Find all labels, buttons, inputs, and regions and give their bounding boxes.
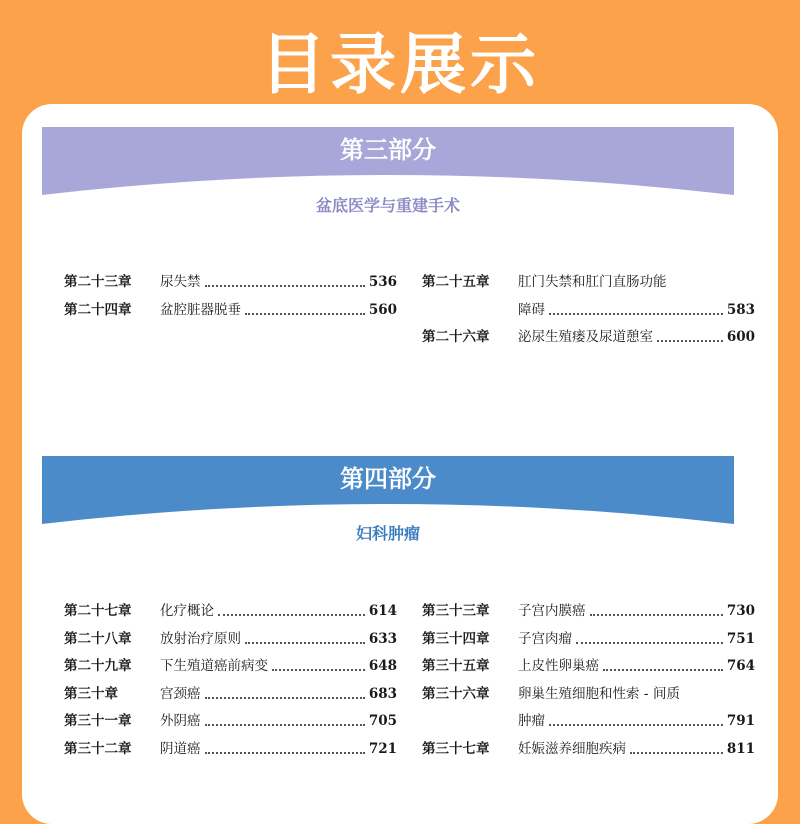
chapter-number: 第二十五章 (422, 274, 490, 290)
leader-dots (603, 667, 723, 671)
toc-entry[interactable] (422, 656, 755, 676)
chapter-number: 第二十九章 (64, 658, 132, 674)
page-number: 600 (726, 329, 755, 345)
chapter-title: 宫颈癌 (160, 685, 201, 702)
page-number: 560 (368, 301, 397, 318)
page-number: 614 (368, 603, 397, 619)
page-number: 683 (368, 685, 397, 702)
toc-entry[interactable] (64, 739, 397, 759)
leader-dots (272, 667, 365, 671)
chapter-number: 第二十八章 (64, 630, 132, 647)
page-number: 751 (726, 630, 755, 647)
page-title: 目录展示 (260, 26, 540, 103)
leader-dots (245, 640, 365, 644)
chapter-number: 第三十六章 (422, 685, 490, 702)
toc-entry[interactable] (64, 272, 397, 292)
toc-entry[interactable] (422, 272, 755, 320)
toc-entry[interactable] (64, 656, 397, 676)
leader-dots (576, 640, 723, 644)
chapter-title: 尿失禁 (160, 274, 201, 290)
chapter-number: 第二十三章 (64, 274, 132, 290)
chapter-title: 肛门失禁和肛门直肠功能 (518, 274, 667, 290)
leader-dots (205, 750, 365, 754)
page-number: 583 (726, 301, 755, 318)
toc-entry[interactable] (64, 300, 397, 320)
toc-entry[interactable] (422, 739, 755, 759)
chapter-title: 卵巢生殖细胞和性索 - 间质 (518, 685, 680, 702)
chapter-number: 第三十二章 (64, 740, 132, 757)
page-number: 633 (368, 630, 397, 647)
chapter-title: 阴道癌 (160, 740, 201, 757)
leader-dots (549, 722, 723, 726)
toc-entry[interactable] (422, 684, 755, 732)
toc-entry[interactable] (422, 629, 755, 649)
part-four-banner (42, 456, 734, 526)
toc-entry[interactable] (64, 629, 397, 649)
chapter-title-continued: 肿瘤 (518, 713, 545, 729)
leader-dots (218, 612, 365, 616)
chapter-number: 第三十三章 (422, 603, 490, 619)
chapter-number: 第三十章 (64, 685, 118, 702)
part-four-section (42, 456, 755, 786)
chapter-number: 第三十五章 (422, 658, 490, 674)
page-number: 730 (726, 603, 755, 619)
chapter-title: 盆腔脏器脱垂 (160, 301, 241, 318)
toc-entry[interactable] (422, 601, 755, 621)
chapter-title: 上皮性卵巢癌 (518, 658, 599, 674)
chapter-number: 第三十一章 (64, 713, 132, 729)
toc-entry[interactable] (64, 684, 397, 704)
page-number: 536 (368, 274, 397, 290)
page-number: 721 (368, 740, 397, 757)
leader-dots (205, 722, 365, 726)
leader-dots (245, 311, 365, 315)
chapter-title: 下生殖道癌前病变 (160, 658, 268, 674)
leader-dots (205, 283, 365, 287)
page-number: 648 (368, 658, 397, 674)
toc-entry[interactable] (422, 327, 755, 347)
leader-dots (657, 338, 723, 342)
chapter-number: 第三十七章 (422, 740, 490, 757)
part-three-section (42, 127, 755, 357)
page-number: 705 (368, 713, 397, 729)
toc-entry[interactable] (64, 601, 397, 621)
part-four-title: 第四部分 (340, 464, 436, 493)
part-three-banner (42, 127, 734, 197)
chapter-number: 第二十四章 (64, 301, 132, 318)
chapter-title: 泌尿生殖瘘及尿道憩室 (518, 329, 653, 345)
page-number: 811 (726, 740, 755, 757)
chapter-number: 第二十七章 (64, 603, 132, 619)
leader-dots (630, 750, 723, 754)
chapter-number: 第三十四章 (422, 630, 490, 647)
page-number: 764 (726, 658, 755, 674)
page-number: 791 (726, 713, 755, 729)
part-three-title: 第三部分 (340, 135, 436, 164)
part-three-subtitle: 盆底医学与重建手术 (315, 196, 460, 215)
leader-dots (549, 311, 723, 315)
chapter-title: 放射治疗原则 (160, 630, 241, 647)
leader-dots (205, 695, 365, 699)
chapter-title: 妊娠滋养细胞疾病 (518, 740, 626, 757)
chapter-title: 子宫肉瘤 (518, 630, 572, 647)
toc-entry[interactable] (64, 711, 397, 731)
chapter-title-continued: 障碍 (518, 301, 545, 318)
leader-dots (590, 612, 723, 616)
chapter-title: 子宫内膜癌 (518, 603, 586, 619)
chapter-title: 化疗概论 (160, 603, 214, 619)
chapter-title: 外阴癌 (160, 713, 201, 729)
chapter-number: 第二十六章 (422, 329, 490, 345)
part-four-subtitle: 妇科肿瘤 (355, 524, 420, 543)
